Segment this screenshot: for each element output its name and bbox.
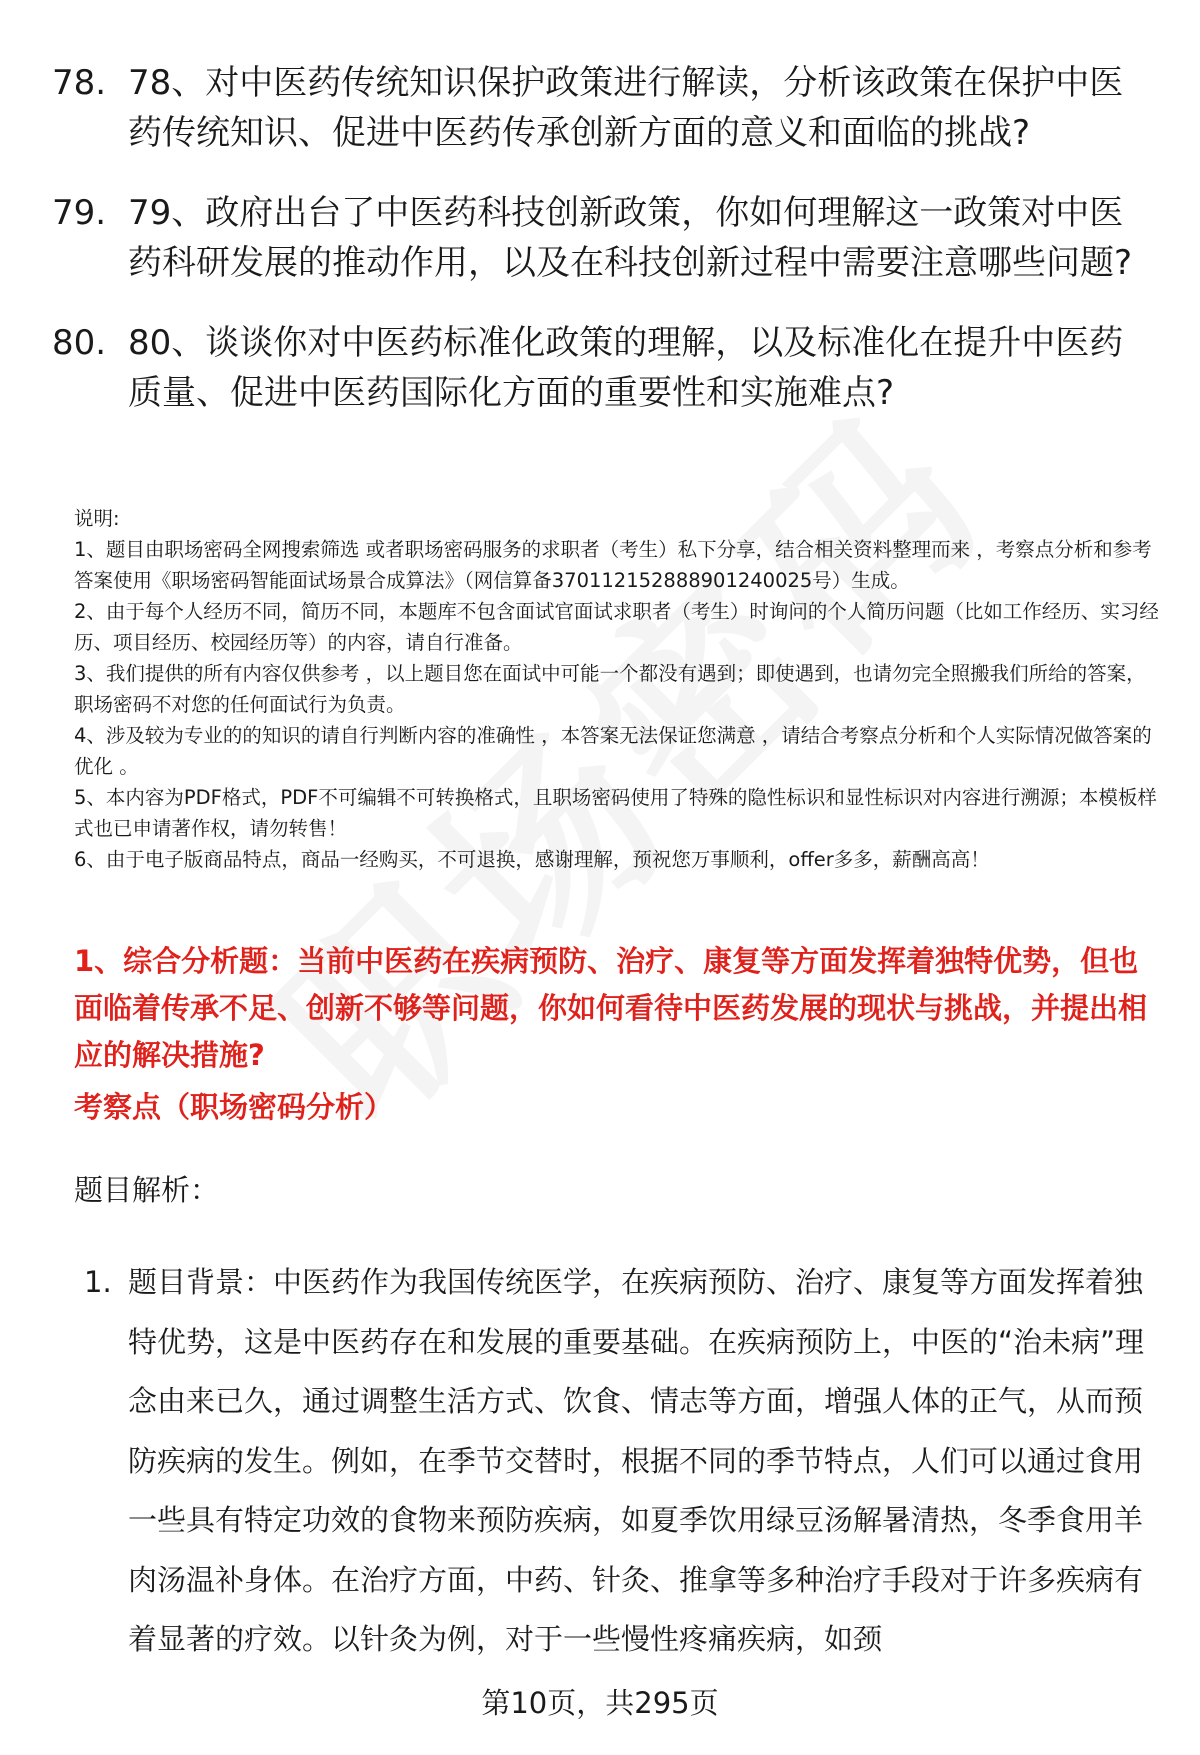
analysis-heading: 题目解析： [74, 1173, 220, 1207]
note-item: 2、由于每个人经历不同，简历不同，本题库不包含面试官面试求职者（考生）时询问的个人简历问题（比如工作经历、实习经历、项目经历、校园经历等）的内容，请自行准备。 [74, 600, 1159, 654]
notes-heading: 说明: [74, 507, 120, 530]
note-item: 5、本内容为PDF格式，PDF不可编辑不可转换格式，且职场密码使用了特殊的隐性标识和显性标识对内容进行溯源；本模板样式也已申请著作权，请勿转售！ [74, 786, 1157, 840]
question-text: 78、对中医药传统知识保护政策进行解读，分析该政策在保护中医药传统知识、促进中医药传承创新方面的意义和面临的挑战? [128, 63, 1124, 153]
section-subtitle: 考察点（职场密码分析） [74, 1090, 394, 1124]
note-item: 1、题目由职场密码全网搜索筛选 或者职场密码服务的求职者（考生）私下分享，结合相关资料整理而来 ，考察点分析和参考答案使用《职场密码智能面试场景合成算法》（网信算备370112152888901240025号）生成。 [74, 538, 1152, 592]
analysis-list-item [84, 1253, 1164, 1670]
list-item-text: 题目背景：中医药作为我国传统医学，在疾病预防、治疗、康复等方面发挥着独特优势，这是中医药存在和发展的重要基础。在疾病预防上，中医的“治未病”理念由来已久，通过调整生活方式、饮食、情志等方面，增强人体的正气，从而预防疾病的发生。例如，在季节交替时，根据不同的季节特点，人们可以通过食用一些具有特定功效的食物来预防疾病，如夏季饮用绿豆汤解暑清热，冬季食用羊肉汤温补身体。在治疗方面，中药、针灸、推拿等多种治疗手段对于许多疾病有着显著的疗效。以针灸为例，对于一些慢性疼痛疾病，如颈 [128, 1265, 1145, 1656]
note-item: 4、涉及较为专业的的知识的请自行判断内容的准确性 ，本答案无法保证您满意 ，请结合考察点分析和个人实际情况做答案的优化 。 [74, 724, 1152, 778]
question-item-79 [52, 188, 1152, 288]
question-item-78 [52, 58, 1152, 158]
question-text: 80、谈谈你对中医药标准化政策的理解，以及标准化在提升中医药质量、促进中医药国际化方面的重要性和实施难点? [128, 323, 1124, 413]
disclaimer-notes [74, 503, 1164, 875]
list-number: 1. [84, 1265, 112, 1299]
question-list [52, 58, 1152, 448]
note-item: 3、我们提供的所有内容仅供参考 ，以上题目您在面试中可能一个都没有遇到；即使遇到，也请勿完全照搬我们所给的答案，职场密码不对您的任何面试行为负责。 [74, 662, 1146, 716]
question-number: 79. [52, 193, 107, 233]
question-item-80 [52, 318, 1152, 418]
question-number: 78. [52, 63, 107, 103]
question-number: 80. [52, 323, 107, 363]
section-title: 1、综合分析题：当前中医药在疾病预防、治疗、康复等方面发挥着独特优势，但也面临着传承不足、创新不够等问题，你如何看待中医药发展的现状与挑战，并提出相应的解决措施? [74, 944, 1148, 1072]
note-item: 6、由于电子版商品特点，商品一经购买，不可退换，感谢理解，预祝您万事顺利，offer多多，薪酬高高！ [74, 848, 990, 871]
page-footer: 第10页，共295页 [481, 1686, 719, 1720]
question-text: 79、政府出台了中医药科技创新政策，你如何理解这一政策对中医药科研发展的推动作用，以及在科技创新过程中需要注意哪些问题? [128, 193, 1133, 283]
